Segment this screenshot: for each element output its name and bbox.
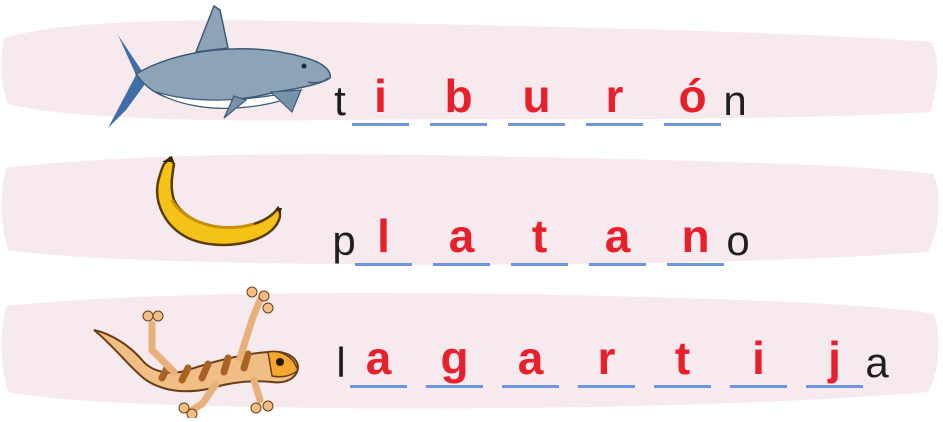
word-row-banana <box>0 140 943 280</box>
given-letter-first: l <box>336 339 346 386</box>
filled-letter: r <box>605 70 624 122</box>
letter-blank[interactable] <box>589 203 646 266</box>
filled-letter: j <box>828 332 841 384</box>
letter-blank[interactable] <box>355 203 412 266</box>
letter-blank[interactable] <box>578 325 635 388</box>
given-letter-first: p <box>332 217 356 264</box>
filled-letter: t <box>531 210 548 262</box>
filled-letter: g <box>440 332 469 384</box>
given-letter-first: t <box>334 77 346 124</box>
letter-blank[interactable] <box>502 325 559 388</box>
letter-blank[interactable] <box>433 203 490 266</box>
filled-letter: ó <box>678 70 707 122</box>
filled-letter: u <box>522 70 551 122</box>
letter-blank[interactable] <box>667 203 724 266</box>
letter-blank[interactable] <box>350 325 407 388</box>
shark-icon <box>96 0 336 135</box>
gecko-icon <box>92 280 302 418</box>
word-lagartija <box>334 328 894 388</box>
letter-blank[interactable] <box>426 325 483 388</box>
word-platano <box>333 206 753 266</box>
letter-blank[interactable] <box>430 63 487 126</box>
word-tiburon <box>330 66 750 126</box>
letter-blank[interactable] <box>586 63 643 126</box>
banana-icon <box>150 152 285 252</box>
word-row-gecko <box>0 280 943 422</box>
letter-blank[interactable] <box>664 63 721 126</box>
letter-blank[interactable] <box>654 325 711 388</box>
filled-letter: a <box>604 210 631 262</box>
filled-letter: a <box>517 332 544 384</box>
given-letter-last: o <box>726 217 750 264</box>
letter-blank[interactable] <box>806 325 863 388</box>
letter-blank[interactable] <box>511 203 568 266</box>
filled-letter: i <box>374 70 387 122</box>
filled-letter: a <box>448 210 475 262</box>
filled-letter: l <box>377 210 390 262</box>
filled-letter: t <box>674 332 691 384</box>
letter-blank[interactable] <box>352 63 409 126</box>
filled-letter: i <box>752 332 765 384</box>
letter-blank[interactable] <box>730 325 787 388</box>
word-row-shark <box>0 0 943 140</box>
given-letter-last: n <box>723 77 747 124</box>
filled-letter: r <box>597 332 616 384</box>
filled-letter: n <box>681 210 710 262</box>
letter-blank[interactable] <box>508 63 565 126</box>
filled-letter: a <box>365 332 392 384</box>
filled-letter: b <box>444 70 473 122</box>
given-letter-last: a <box>865 339 889 386</box>
